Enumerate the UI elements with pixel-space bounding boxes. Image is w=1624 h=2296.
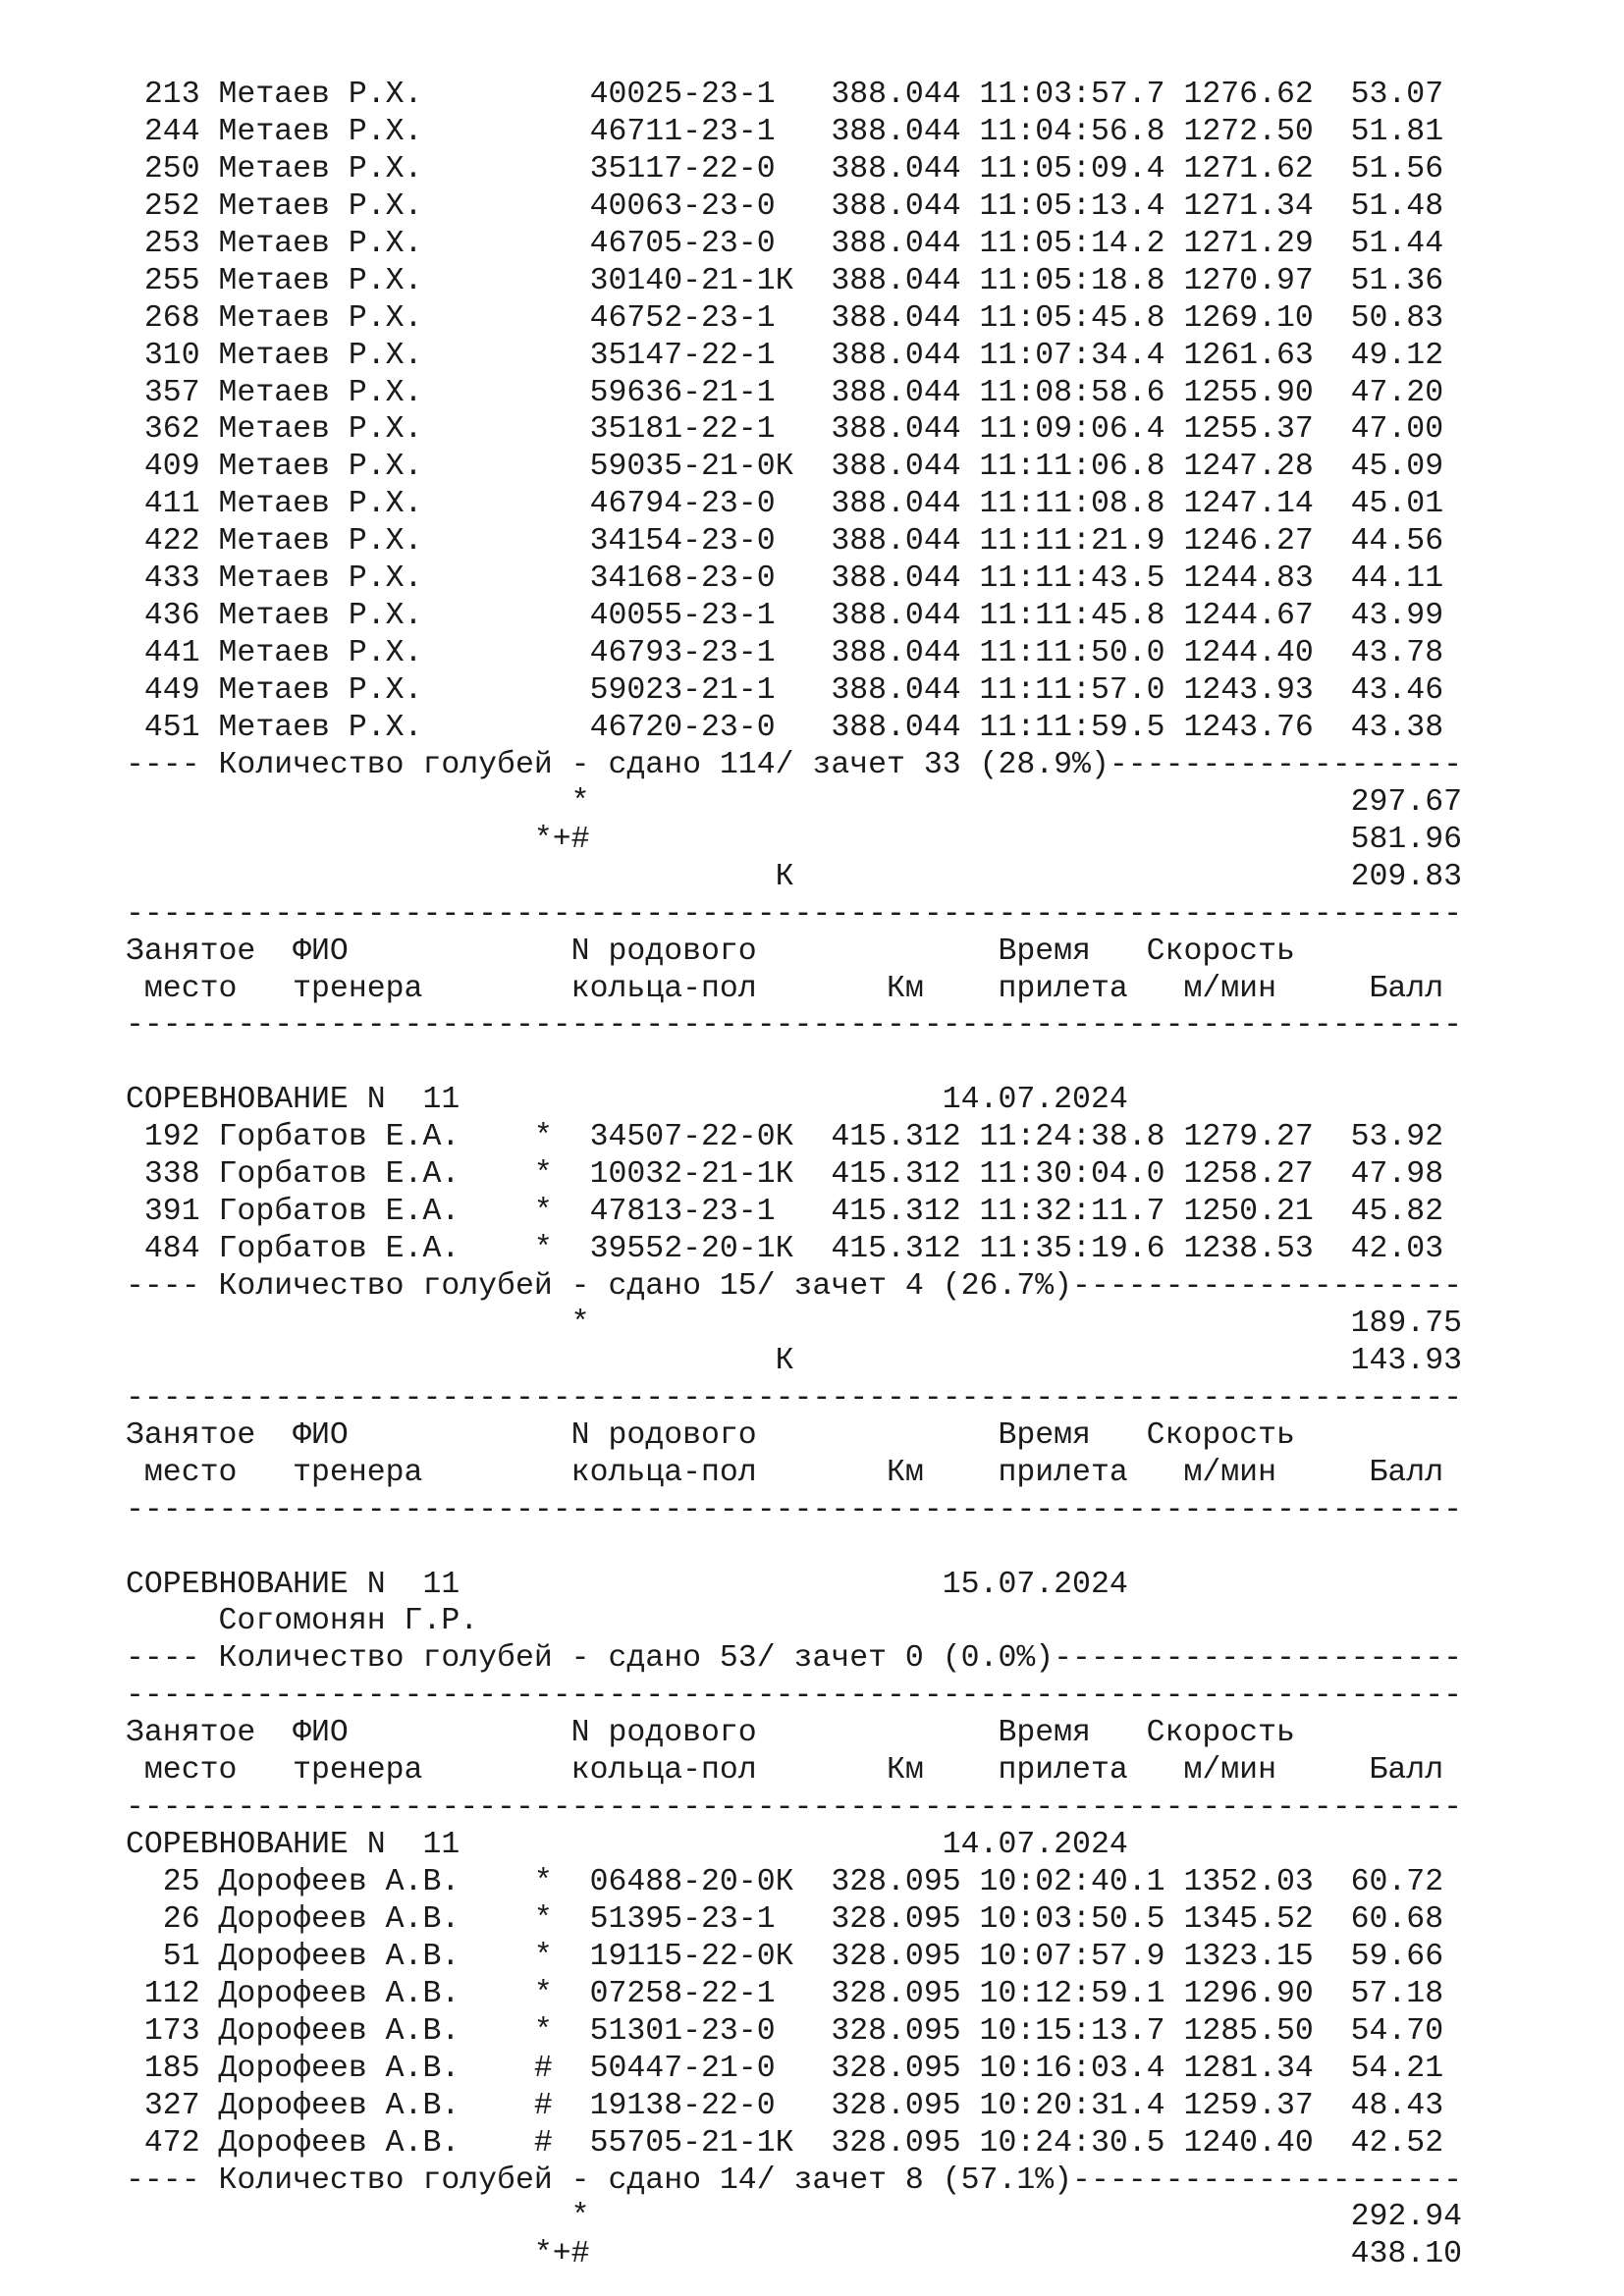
result-row-dorofeev-472: 472 Дорофеев А.В. # 55705-21-1К 328.095 10:24:30.5 1240.40 42.52 <box>126 2125 1444 2161</box>
score-total-star: * 292.94 <box>126 2200 1463 2235</box>
score-total-k: К 209.83 <box>126 859 1463 894</box>
separator-line: ------------------------------------------------------------------------ <box>126 1790 1463 1826</box>
result-row-dorofeev-327: 327 Дорофеев А.В. # 19138-22-0 328.095 10:20:31.4 1259.37 48.43 <box>126 2088 1444 2123</box>
result-row-dorofeev-26: 26 Дорофеев А.В. * 51395-23-1 328.095 10:03:50.5 1345.52 60.68 <box>126 1901 1444 1937</box>
result-row-dorofeev-51: 51 Дорофеев А.В. * 19115-22-0К 328.095 10:07:57.9 1323.15 59.66 <box>126 1939 1444 1974</box>
result-row-metaev-422: 422 Метаев Р.Х. 34154-23-0 388.044 11:11:21.9 1246.27 44.56 <box>126 524 1444 560</box>
competition-heading: СОРЕВНОВАНИЕ N 11 15.07.2024 <box>126 1567 1128 1602</box>
table-header-row-1: Занятое ФИО N родового Время Скорость <box>126 934 1295 969</box>
result-row-gorbatov-484: 484 Горбатов Е.А. * 39552-20-1К 415.312 11:35:19.6 1238.53 42.03 <box>126 1232 1444 1267</box>
results-printout <box>126 77 1559 2273</box>
result-row-metaev-252: 252 Метаев Р.Х. 40063-23-0 388.044 11:05:13.4 1271.34 51.48 <box>126 188 1444 224</box>
table-header-row-2: место тренера кольца-пол Км прилета м/мин Балл <box>126 1455 1444 1490</box>
result-row-metaev-436: 436 Метаев Р.Х. 40055-23-1 388.044 11:11:45.8 1244.67 43.99 <box>126 599 1444 634</box>
result-row-dorofeev-112: 112 Дорофеев А.В. * 07258-22-1 328.095 10:12:59.1 1296.90 57.18 <box>126 1976 1444 2011</box>
result-row-metaev-357: 357 Метаев Р.Х. 59636-21-1 388.044 11:08:58.6 1255.90 47.20 <box>126 375 1444 410</box>
result-row-metaev-253: 253 Метаев Р.Х. 46705-23-0 388.044 11:05:14.2 1271.29 51.44 <box>126 226 1444 261</box>
result-row-metaev-362: 362 Метаев Р.Х. 35181-22-1 388.044 11:09:06.4 1255.37 47.00 <box>126 412 1444 448</box>
result-row-gorbatov-338: 338 Горбатов Е.А. * 10032-21-1К 415.312 11:30:04.0 1258.27 47.98 <box>126 1157 1444 1193</box>
pigeon-count-summary: ---- Количество голубей - сдано 15/ зачет 4 (26.7%)--------------------- <box>126 1269 1463 1304</box>
separator-line: ------------------------------------------------------------------------ <box>126 1679 1463 1714</box>
result-row-metaev-213: 213 Метаев Р.Х. 40025-23-1 388.044 11:03:57.7 1276.62 53.07 <box>126 78 1444 112</box>
score-total-k: К 143.93 <box>126 1343 1463 1378</box>
table-header-row-1: Занятое ФИО N родового Время Скорость <box>126 1417 1295 1453</box>
result-row-dorofeev-173: 173 Дорофеев А.В. * 51301-23-0 328.095 10:15:13.7 1285.50 54.70 <box>126 2013 1444 2049</box>
result-row-metaev-409: 409 Метаев Р.Х. 59035-21-0К 388.044 11:11:06.8 1247.28 45.09 <box>126 450 1444 485</box>
pigeon-count-summary: ---- Количество голубей - сдано 53/ зачет 0 (0.0%)---------------------- <box>126 1641 1463 1677</box>
result-row-metaev-268: 268 Метаев Р.Х. 46752-23-1 388.044 11:05:45.8 1269.10 50.83 <box>126 300 1444 336</box>
table-header-row-2: место тренера кольца-пол Км прилета м/мин Балл <box>126 971 1444 1006</box>
result-row-metaev-411: 411 Метаев Р.Х. 46794-23-0 388.044 11:11:08.8 1247.14 45.01 <box>126 487 1444 522</box>
result-row-metaev-255: 255 Метаев Р.Х. 30140-21-1К 388.044 11:05:18.8 1270.97 51.36 <box>126 263 1444 298</box>
result-row-dorofeev-185: 185 Дорофеев А.В. # 50447-21-0 328.095 10:16:03.4 1281.34 54.21 <box>126 2051 1444 2086</box>
pigeon-count-summary: ---- Количество голубей - сдано 114/ зачет 33 (28.9%)------------------- <box>126 747 1463 782</box>
result-row-metaev-310: 310 Метаев Р.Х. 35147-22-1 388.044 11:07:34.4 1261.63 49.12 <box>126 338 1444 373</box>
result-row-gorbatov-391: 391 Горбатов Е.А. * 47813-23-1 415.312 11:32:11.7 1250.21 45.82 <box>126 1195 1444 1230</box>
separator-line: ------------------------------------------------------------------------ <box>126 1008 1463 1043</box>
blank-line <box>126 1529 1559 1567</box>
competition-heading: СОРЕВНОВАНИЕ N 11 14.07.2024 <box>126 1828 1128 1863</box>
competition-heading: СОРЕВНОВАНИЕ N 11 14.07.2024 <box>126 1083 1128 1118</box>
table-header-row-1: Занятое ФИО N родового Время Скорость <box>126 1716 1295 1751</box>
result-row-metaev-250: 250 Метаев Р.Х. 35117-22-0 388.044 11:05:09.4 1271.62 51.56 <box>126 151 1444 187</box>
blank-line <box>126 1044 1559 1082</box>
separator-line: ------------------------------------------------------------------------ <box>126 1380 1463 1415</box>
score-total-star-plus-hash: *+# 438.10 <box>126 2237 1463 2272</box>
trainer-name-sogomonyan: Согомонян Г.Р. <box>126 1604 479 1639</box>
separator-line: ------------------------------------------------------------------------ <box>126 1492 1463 1527</box>
score-total-star: * 189.75 <box>126 1306 1463 1341</box>
result-row-metaev-433: 433 Метаев Р.Х. 34168-23-0 388.044 11:11:43.5 1244.83 44.11 <box>126 561 1444 597</box>
score-total-star: * 297.67 <box>126 784 1463 820</box>
score-total-star-plus-hash: *+# 581.96 <box>126 822 1463 857</box>
result-row-metaev-441: 441 Метаев Р.Х. 46793-23-1 388.044 11:11:50.0 1244.40 43.78 <box>126 636 1444 671</box>
result-row-metaev-451: 451 Метаев Р.Х. 46720-23-0 388.044 11:11:59.5 1243.76 43.38 <box>126 710 1444 745</box>
result-row-dorofeev-25: 25 Дорофеев А.В. * 06488-20-0К 328.095 10:02:40.1 1352.03 60.72 <box>126 1865 1444 1899</box>
result-row-gorbatov-192: 192 Горбатов Е.А. * 34507-22-0К 415.312 11:24:38.8 1279.27 53.92 <box>126 1120 1444 1155</box>
result-row-metaev-244: 244 Метаев Р.Х. 46711-23-1 388.044 11:04:56.8 1272.50 51.81 <box>126 114 1444 149</box>
result-row-metaev-449: 449 Метаев Р.Х. 59023-21-1 388.044 11:11:57.0 1243.93 43.46 <box>126 673 1444 708</box>
pigeon-count-summary: ---- Количество голубей - сдано 14/ зачет 8 (57.1%)--------------------- <box>126 2163 1463 2198</box>
table-header-row-2: место тренера кольца-пол Км прилета м/мин Балл <box>126 1753 1444 1789</box>
separator-line: ------------------------------------------------------------------------ <box>126 896 1463 932</box>
